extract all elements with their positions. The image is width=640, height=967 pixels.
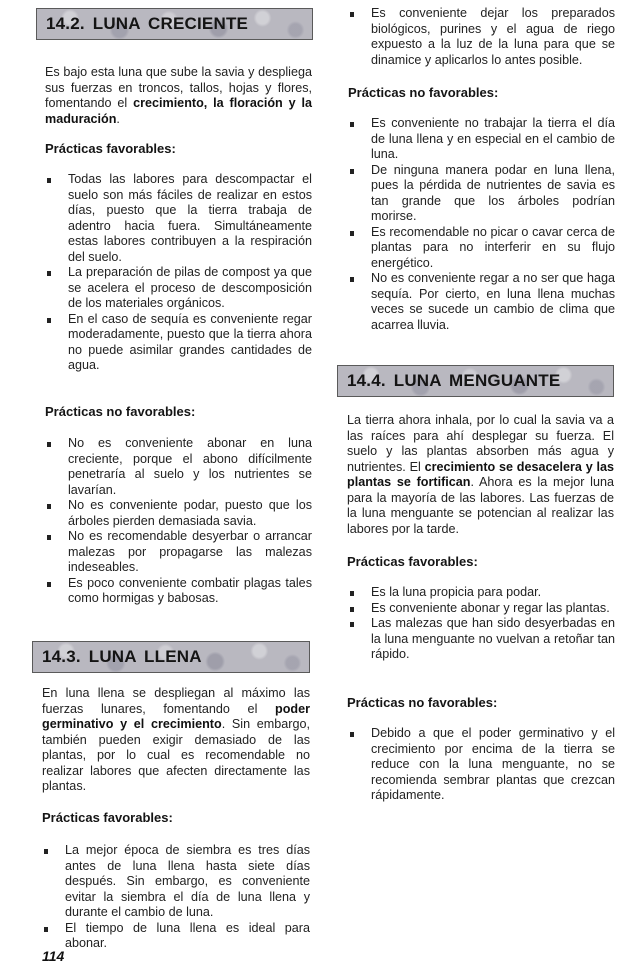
list-item: No es recomendable desyerbar o arrancar malezas por propagarse las malezas indeseables. xyxy=(45,529,312,576)
list-item: La mejor época de siembra es tres días antes de luna llena hasta siete días después. Sin embargo, es conveniente evitar la siembra el día de luna llena y durante el cambio de luna. xyxy=(42,843,310,921)
emphasis: crecimiento se desacelera y las plantas se fortifican xyxy=(347,459,614,489)
list-item: Es conveniente abonar y regar las plantas. xyxy=(348,601,615,617)
menguante-intro: La tierra ahora inhala, por lo cual la savia va a las raíces para ahí desplegar su fuerza. El suelo y las plantas absorben más agua y nutrientes. El crecimiento se desacelera y las plantas se fortifican. Ahora es la mejor luna para la mayoría de las labores. Las fuerzas de la luna menguante se potencian al realizar las labores por la tarde. xyxy=(347,413,614,536)
bullet-icon xyxy=(350,277,354,282)
menguante-favorable-list xyxy=(348,585,615,663)
list-item: No es conveniente abonar en luna creciente, porque el abono difícilmente penetraría al suelo y los nutrientes se lavarían. xyxy=(45,436,312,498)
list-item: Es conveniente dejar los preparados biológicos, purines y el agua de riego expuesto a la luz de la luna para que se dinamice y aplicarlos lo antes posible. xyxy=(348,6,615,68)
section-title: 14.2. LUNA CRECIENTE xyxy=(46,14,249,33)
emphasis: crecimiento, la floración y la maduración xyxy=(45,96,312,126)
menguante-unfavorable-heading: Prácticas no favorables: xyxy=(347,695,498,710)
creciente-favorable-heading: Prácticas favorables: xyxy=(45,141,176,156)
bullet-icon xyxy=(47,504,51,509)
creciente-unfavorable-heading: Prácticas no favorables: xyxy=(45,404,196,419)
list-item: No es conveniente podar, puesto que los árboles pierden demasiada savia. xyxy=(45,498,312,529)
bullet-icon xyxy=(350,732,354,737)
creciente-unfavorable-list xyxy=(45,436,312,607)
section-header-luna-creciente xyxy=(36,8,313,40)
llena-favorable-heading: Prácticas favorables: xyxy=(42,810,173,825)
bullet-icon xyxy=(350,622,354,627)
page-number: 114 xyxy=(42,948,65,964)
bullet-icon xyxy=(350,12,354,17)
llena-favorable-list-left xyxy=(42,843,310,952)
emphasis: poder germinativo y el crecimiento xyxy=(42,701,310,731)
section-title: 14.3. LUNA LLENA xyxy=(42,647,202,666)
bullet-icon xyxy=(350,591,354,596)
bullet-icon xyxy=(47,271,51,276)
list-item: En el caso de sequía es conveniente regar moderadamente, puesto que la tierra ahora no puede asimilar grandes cantidades de agua. xyxy=(45,312,312,374)
menguante-unfavorable-list xyxy=(348,726,615,804)
bullet-icon xyxy=(47,535,51,540)
list-item: Es conveniente no trabajar la tierra el día de luna llena y en especial en el cambio de luna. xyxy=(348,116,615,163)
llena-intro: En luna llena se despliegan al máximo las fuerzas lunares, fomentando el poder germinativo y el crecimiento. Sin embargo, también pueden exigir demasiado de las plantas, por lo cual es recomendable no realizar labores que afecten directamente las plantas. xyxy=(42,686,310,793)
bullet-icon xyxy=(350,607,354,612)
list-item: Debido a que el poder germinativo y el crecimiento por encima de la tierra se reduce con la luna menguante, no se recomienda sembrar plantas que crezcan rápidamente. xyxy=(348,726,615,804)
list-item: No es conveniente regar a no ser que haga sequía. Por cierto, en luna llena muchas veces se sucede un cambio de clima que acarrea lluvia. xyxy=(348,271,615,333)
bullet-icon xyxy=(47,442,51,447)
llena-unfavorable-heading: Prácticas no favorables: xyxy=(348,85,499,100)
bullet-icon xyxy=(350,122,354,127)
list-item: De ninguna manera podar en luna llena, pues la pérdida de nutrientes de savia es tan grande que los árboles podrían morirse. xyxy=(348,163,615,225)
section-title: 14.4. LUNA MENGUANTE xyxy=(347,371,561,390)
llena-unfavorable-list xyxy=(348,116,615,333)
section-header-luna-menguante xyxy=(337,365,614,397)
bullet-icon xyxy=(44,849,48,854)
bullet-icon xyxy=(44,927,48,932)
bullet-icon xyxy=(47,582,51,587)
list-item: Las malezas que han sido desyerbadas en la luna menguante no vuelvan a retoñar tan rápido. xyxy=(348,616,615,663)
menguante-favorable-heading: Prácticas favorables: xyxy=(347,554,478,569)
list-item: Es recomendable no picar o cavar cerca de plantas para no interferir en su flujo energético. xyxy=(348,225,615,272)
bullet-icon xyxy=(47,318,51,323)
list-item: Es la luna propicia para podar. xyxy=(348,585,615,601)
list-item: Es poco conveniente combatir plagas tales como hormigas y babosas. xyxy=(45,576,312,607)
creciente-favorable-list xyxy=(45,172,312,374)
bullet-icon xyxy=(47,178,51,183)
list-item: El tiempo de luna llena es ideal para abonar. xyxy=(42,921,310,952)
bullet-icon xyxy=(350,169,354,174)
llena-favorable-list-right xyxy=(348,6,615,68)
bullet-icon xyxy=(350,231,354,236)
section-header-luna-llena xyxy=(32,641,310,673)
list-item: La preparación de pilas de compost ya que se acelera el proceso de descomposición de los materiales orgánicos. xyxy=(45,265,312,312)
list-item: Todas las labores para descompactar el suelo son más fáciles de realizar en estos días, puesto que la tierra trabaja de adentro hacia fuera. Simultáneamente estas labores contribuyen a la respiración del suelo. xyxy=(45,172,312,265)
creciente-intro: Es bajo esta luna que sube la savia y despliega sus fuerzas en troncos, tallos, hojas y flores, fomentando el crecimiento, la floración y la maduración. xyxy=(45,65,312,126)
